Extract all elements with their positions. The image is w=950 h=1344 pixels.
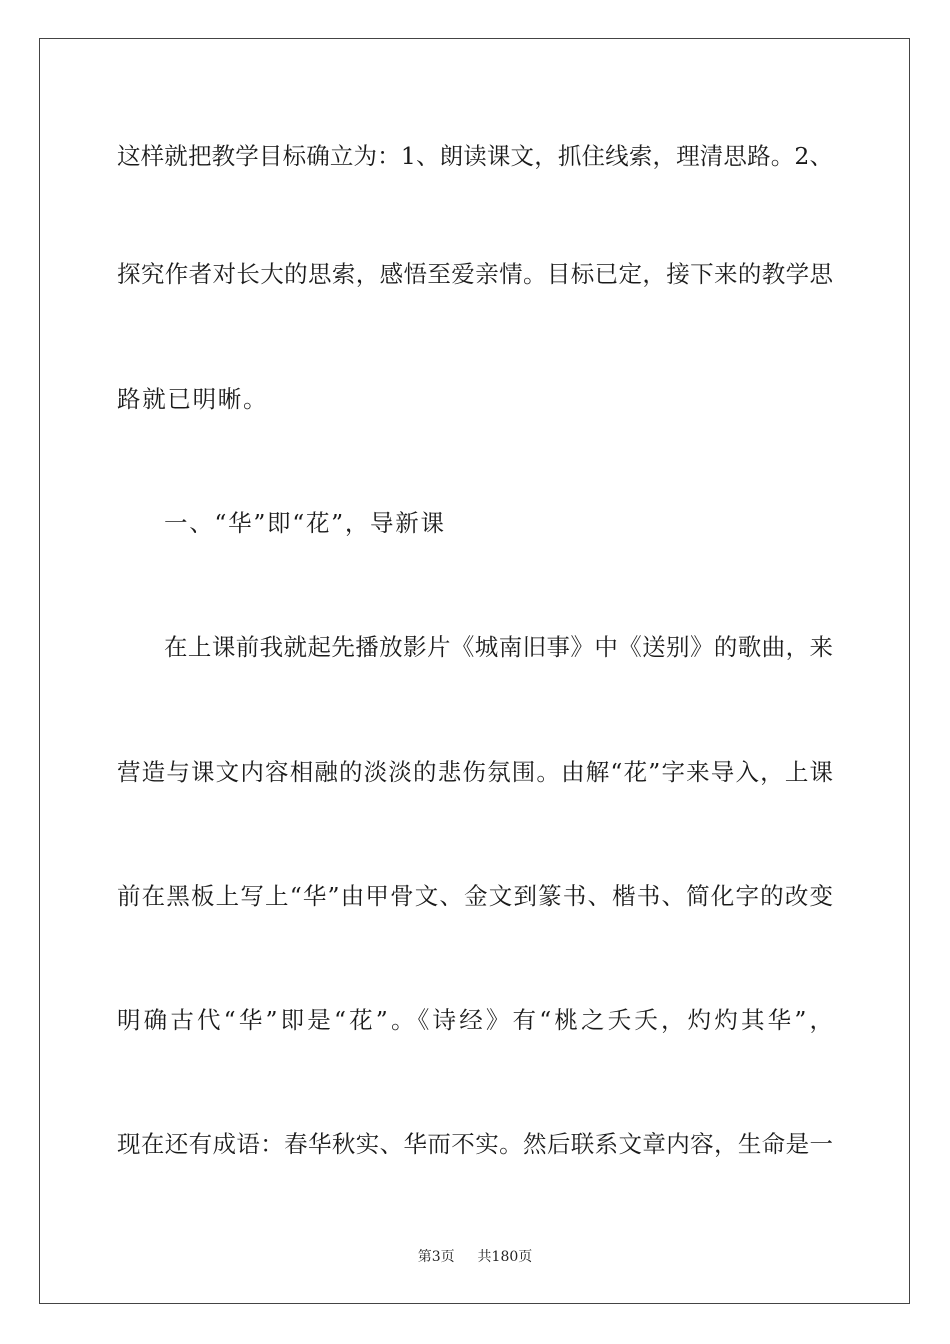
page-footer (0, 1246, 950, 1266)
body-line-1: 这样就把教学目标确立为：1、朗读课文，抓住线索，理清思路。2、 (117, 142, 833, 170)
body-line-5: 在上课前我就起先播放影片《城南旧事》中《送别》的歌曲，来 (164, 633, 833, 661)
body-line-8: 明确古代“华”即是“花”。《诗经》有“桃之夭夭，灼灼其华”， (117, 1006, 833, 1034)
body-line-7: 前在黑板上写上“华”由甲骨文、金文到篆书、楷书、简化字的改变 (117, 882, 833, 910)
body-line-9: 现在还有成语：春华秋实、华而不实。然后联系文章内容，生命是一 (117, 1130, 833, 1158)
page-number: 第3页 (417, 1249, 455, 1265)
body-line-6: 营造与课文内容相融的淡淡的悲伤氛围。由解“花”字来导入，上课 (117, 758, 833, 786)
section-heading: 一、“华”即“花”，导新课 (164, 509, 446, 537)
page-frame (39, 38, 910, 1304)
body-line-2: 探究作者对长大的思索，感悟至爱亲情。目标已定，接下来的教学思 (117, 260, 833, 288)
body-line-3: 路就已明晰。 (117, 385, 269, 413)
page-total: 共180页 (477, 1249, 533, 1265)
